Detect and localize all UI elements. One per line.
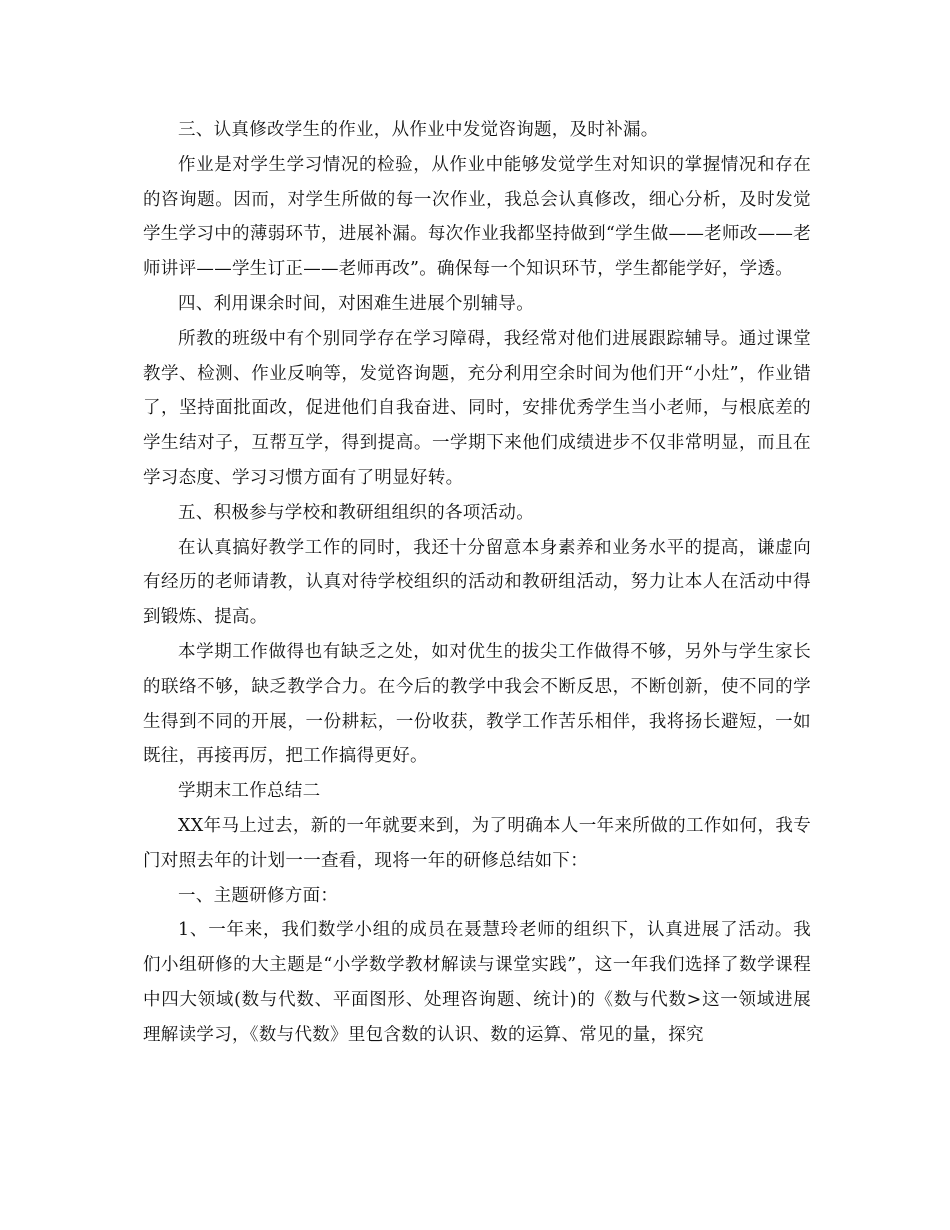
- paragraph-year-intro: XX年马上过去，新的一年就要来到，为了明确本人一年来所做的工作如何，我专门对照去年的计划一一查看，现将一年的研修总结如下：: [143, 815, 811, 871]
- heading-section-four: 四、利用课余时间，对困难生进展个别辅导。: [178, 293, 534, 314]
- section-title-summary-two: 学期末工作总结二: [178, 781, 321, 802]
- heading-topic-research: 一、主题研修方面：: [178, 885, 339, 906]
- paragraph-research-detail: 1、一年来，我们数学小组的成员在聂慧玲老师的组织下，认真进展了活动。我们小组研修的大主题是“小学数学教材解读与课堂实践”，这一年我们选择了数学课程中四大领域(数与代数、平面图形、处理咨询题、统计)的《数与代数>这一领域进展理解读学习，《数与代数》里包含数的认识、数的运算、常见的量，探究: [143, 920, 811, 1045]
- paragraph-shortcomings: 本学期工作做得也有缺乏之处，如对优生的拔尖工作做得不够，另外与学生家长的联络不够，缺乏教学合力。在今后的教学中我会不断反思，不断创新，使不同的学生得到不同的开展，一份耕耘，一份收获，教学工作苦乐相伴，我将扬长避短，一如既往，再接再厉，把工作搞得更好。: [143, 641, 811, 767]
- document-body: [143, 113, 811, 1053]
- paragraph-tutoring: 所教的班级中有个别同学存在学习障碍，我经常对他们进展跟踪辅导。通过课堂教学、检测、作业反响等，发觉咨询题，充分利用空余时间为他们开“小灶”，作业错了，坚持面批面改，促进他们自我奋进、同时，安排优秀学生当小老师，与根底差的学生结对子，互帮互学，得到提高。一学期下来他们成绩进步不仅非常明显，而且在学习态度、学习习惯方面有了明显好转。: [143, 328, 811, 488]
- heading-section-five: 五、积极参与学校和教研组组织的各项活动。: [178, 502, 534, 523]
- heading-section-three: 三、认真修改学生的作业，从作业中发觉咨询题，及时补漏。: [178, 120, 659, 140]
- paragraph-activities: 在认真搞好教学工作的同时，我还十分留意本身素养和业务水平的提高，谦虚向有经历的老师请教，认真对待学校组织的活动和教研组活动，努力让本人在活动中得到锻炼、提高。: [143, 537, 811, 628]
- paragraph-homework: 作业是对学生学习情况的检验，从作业中能够发觉学生对知识的掌握情况和存在的咨询题。因而，对学生所做的每一次作业，我总会认真修改，细心分析，及时发觉学生学习中的薄弱环节，进展补漏。每次作业我都坚持做到“学生做——老师改——老师讲评——学生订正——老师再改”。确保每一个知识环节，学生都能学好，学透。: [143, 154, 811, 280]
